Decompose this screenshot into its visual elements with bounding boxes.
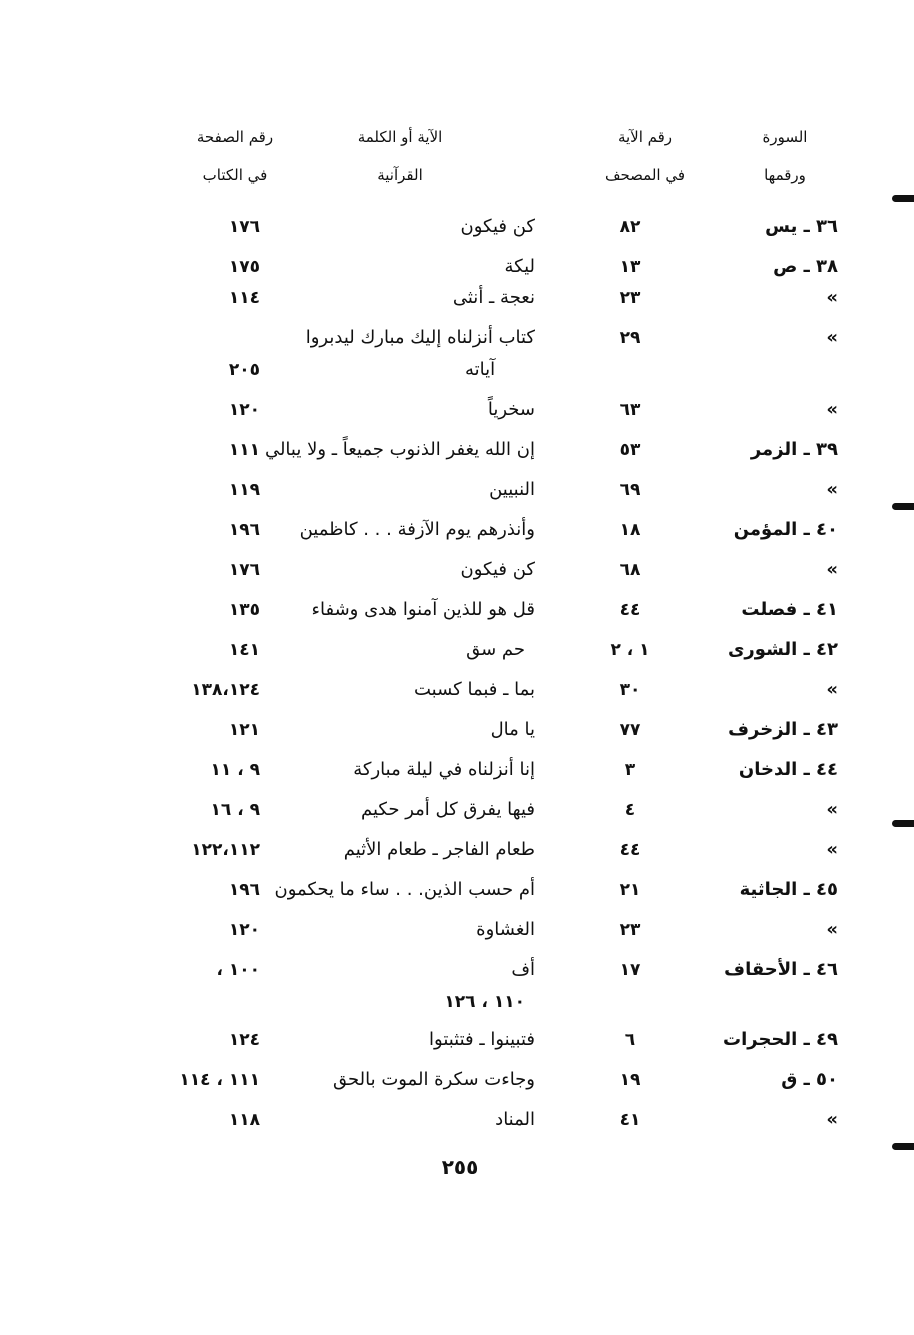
word-cell: إنا أنزلناه في ليلة مباركة [353, 759, 535, 780]
header-page-line2: في الكتاب [202, 166, 268, 184]
table-row [0, 390, 914, 430]
surah-cell: » [826, 559, 838, 580]
ayah-cell: ٦ [624, 1030, 636, 1050]
ayah-cell: ٤٤ [619, 840, 641, 860]
word-cell: ليكة [504, 256, 535, 277]
surah-cell: ٤٤ ـ الدخان [738, 759, 838, 780]
surah-cell: » [826, 919, 838, 940]
word-cell: آياته [465, 359, 496, 380]
word-cell: قل هو للذين آمنوا هدى وشفاء [311, 599, 535, 620]
word-cell: النبيين [489, 479, 535, 500]
table-row [0, 350, 914, 390]
header-surah [740, 118, 830, 194]
surah-cell: ٤٣ ـ الزخرف [728, 719, 838, 740]
page-cell: ١٢١ [228, 720, 260, 740]
binding-mark [892, 820, 914, 827]
word-cell: أم حسب الذين. . . ساء ما يحكمون [274, 879, 535, 900]
ayah-cell: ٨٢ [619, 217, 641, 237]
ayah-cell: ٤١ [619, 1110, 641, 1130]
word-cell: فيها يفرق كل أمر حكيم [361, 799, 535, 820]
page-number: ٢٥٥ [441, 1155, 479, 1179]
surah-cell: » [826, 1109, 838, 1130]
ayah-cell: ١ ، ٢ [610, 640, 650, 660]
page-cell: ١٧٦ [228, 560, 260, 580]
ayah-cell: ٦٩ [619, 480, 641, 500]
surah-cell: » [826, 399, 838, 420]
ayah-cell: ٧٧ [619, 720, 641, 740]
table-row [0, 1020, 914, 1060]
ayah-cell: ٢٣ [619, 288, 641, 308]
word-cell: أف [511, 959, 535, 980]
table-row [0, 1060, 914, 1100]
word-cell: وجاءت سكرة الموت بالحق [332, 1069, 535, 1090]
page-cell: ٢٠٥ [228, 360, 260, 380]
surah-cell: » [826, 679, 838, 700]
surah-cell [690, 982, 838, 1022]
surah-cell [690, 350, 838, 390]
surah-cell: ٣٦ ـ يس [765, 216, 838, 237]
ayah-cell: ٣ [624, 760, 636, 780]
page-cell: ١٩٦ [228, 880, 260, 900]
ayah-cell: ١٨ [619, 520, 641, 540]
word-cell: إن الله يغفر الذنوب جميعاً ـ ولا يبالي [264, 439, 535, 460]
table-row [0, 278, 914, 318]
page-cell: ١١٩ [228, 480, 260, 500]
page-cell: ١٩٦ [228, 520, 260, 540]
page-cell: ١٣٥ [228, 600, 260, 620]
table-row [0, 510, 914, 550]
word-cell: فتبينوا ـ فتثبتوا [429, 1029, 535, 1050]
page-cell: ٩ ، ١٦ [210, 800, 260, 820]
ayah-cell: ١٩ [619, 1070, 641, 1090]
header-surah-line1: السورة [762, 128, 808, 146]
ayah-cell: ٤٤ [619, 600, 641, 620]
header-word-line1: الآية أو الكلمة [357, 128, 443, 146]
surah-cell: ٤٦ ـ الأحقاف [724, 959, 838, 980]
page-cell: ١١١ [228, 440, 260, 460]
page-cell: ١١٨ [228, 1110, 260, 1130]
word-cell: حم سق [466, 639, 525, 660]
table-row [0, 207, 914, 247]
page-cell: ١١١ ، ١١٤ [179, 1070, 260, 1090]
word-cell: نعجة ـ أنثى [452, 287, 535, 308]
page-cell: ١٧٦ [228, 217, 260, 237]
surah-cell: ٣٨ ـ ص [773, 256, 838, 277]
ayah-cell: ٦٣ [619, 400, 641, 420]
surah-cell: ٤٠ ـ المؤمن [733, 519, 838, 540]
word-cell: الغشاوة [476, 919, 535, 940]
table-row [0, 910, 914, 950]
page-cell: ١٢٠ [228, 920, 260, 940]
table-row [0, 790, 914, 830]
surah-cell: » [826, 839, 838, 860]
surah-cell: ٣٩ ـ الزمر [750, 439, 838, 460]
binding-mark [892, 1143, 914, 1150]
header-page-line1: رقم الصفحة [196, 128, 274, 146]
ayah-cell [590, 982, 670, 1022]
table-row [0, 1100, 914, 1140]
ayah-cell [590, 350, 670, 390]
ayah-cell: ٦٨ [619, 560, 641, 580]
word-cell: بما ـ فبما كسبت [414, 679, 535, 700]
table-row [0, 710, 914, 750]
page-cell: ١٣٨،١٢٤ [191, 680, 260, 700]
page-cell: ١٢٠ [228, 400, 260, 420]
table-row [0, 590, 914, 630]
table-row [0, 430, 914, 470]
binding-mark [892, 195, 914, 202]
page-cell: ١١٤ [228, 288, 260, 308]
table-row [0, 870, 914, 910]
binding-mark [892, 503, 914, 510]
table-row [0, 982, 914, 1022]
ayah-cell: ٢٩ [619, 328, 641, 348]
page-cell: ١٢٤ [228, 1030, 260, 1050]
word-cell: طعام الفاجر ـ طعام الأثيم [343, 839, 535, 860]
word-cell: سخرياً [487, 399, 535, 420]
word-cell: ١١٠ ، ١٢٦ [444, 992, 525, 1012]
page-cell: ١٤١ [228, 640, 260, 660]
page-cell: ١٢٢،١١٢ [191, 840, 260, 860]
header-page [180, 118, 290, 194]
header-ayah-line1: رقم الآية [617, 128, 673, 146]
header-word [330, 118, 470, 194]
table-row [0, 470, 914, 510]
ayah-cell: ٢٣ [619, 920, 641, 940]
surah-cell: ٤٢ ـ الشورى [727, 639, 838, 660]
surah-cell: » [826, 799, 838, 820]
word-cell: المناد [495, 1109, 535, 1130]
table-row [0, 550, 914, 590]
header-word-line2: القرآنية [377, 166, 423, 184]
table-row [0, 630, 914, 670]
surah-cell: ٥٠ ـ ق [781, 1069, 838, 1090]
page-cell: ١٠٠ ، [216, 960, 260, 980]
page-cell [160, 982, 260, 1022]
page-cell: ١٧٥ [228, 257, 260, 277]
surah-cell: ٤١ ـ فصلت [741, 599, 838, 620]
word-cell: كن فيكون [460, 559, 535, 580]
ayah-cell: ٣٠ [619, 680, 641, 700]
ayah-cell: ١٣ [619, 257, 641, 277]
word-cell: كن فيكون [460, 216, 535, 237]
surah-cell: » [826, 327, 838, 348]
surah-cell: ٤٩ ـ الحجرات [723, 1029, 838, 1050]
header-ayah [595, 118, 695, 194]
page-cell: ٩ ، ١١ [210, 760, 260, 780]
ayah-cell: ٢١ [619, 880, 641, 900]
ayah-cell: ١٧ [619, 960, 641, 980]
header-surah-line2: ورقمها [764, 166, 806, 184]
surah-cell: ٤٥ ـ الجاثية [739, 879, 838, 900]
surah-cell: » [826, 479, 838, 500]
table-row [0, 750, 914, 790]
word-cell: يا مال [490, 719, 535, 740]
word-cell: كتاب أنزلناه إليك مبارك ليدبروا [305, 327, 535, 348]
ayah-cell: ٥٣ [619, 440, 641, 460]
header-ayah-line2: في المصحف [604, 166, 686, 184]
table-row [0, 670, 914, 710]
surah-cell: » [826, 287, 838, 308]
ayah-cell: ٤ [624, 800, 636, 820]
table-row [0, 830, 914, 870]
word-cell: وأنذرهم يوم الآزفة . . . كاظمين [299, 519, 535, 540]
